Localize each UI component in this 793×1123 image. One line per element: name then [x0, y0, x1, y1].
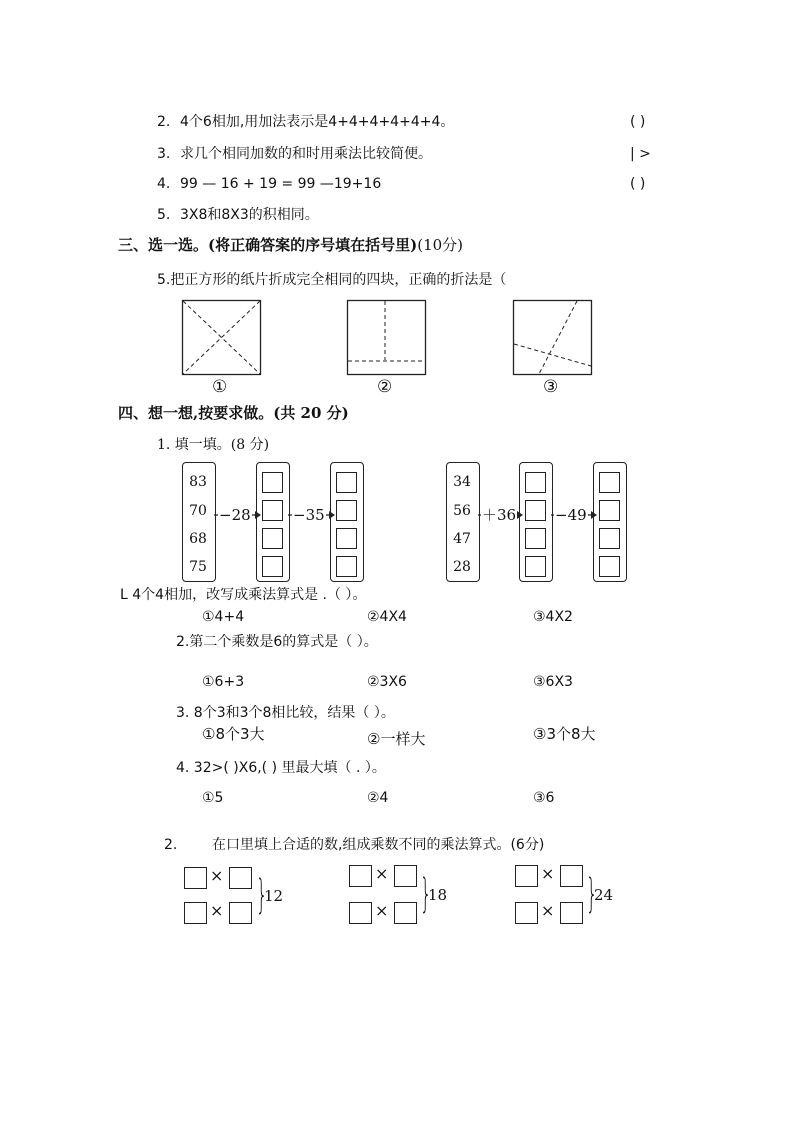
left-operation-1: −28 — [219, 506, 251, 524]
times-sign: × — [375, 901, 389, 920]
answer-box[interactable] — [525, 500, 546, 521]
answer-box[interactable] — [525, 528, 546, 549]
section3-question-5: 5.把正方形的纸片折成完全相同的四块，正确的折法是（ — [157, 272, 507, 288]
judge-item-4-text: 99 — 16 + 19 = 99 —19+16 — [180, 176, 382, 192]
judge-item-5-text: 3X8和8X3的积相同。 — [180, 207, 319, 223]
fold-figure-2 — [347, 300, 427, 376]
judge-item-3-text: 求几个相同加数的和时用乘法比较简便。 — [180, 146, 432, 162]
right-input-number: 28 — [453, 559, 471, 575]
answer-box[interactable] — [525, 472, 546, 493]
fold-figure-3-square — [514, 301, 592, 375]
right-input-number: 34 — [453, 474, 471, 490]
times-sign: × — [541, 864, 555, 883]
left-input-number: 68 — [189, 531, 207, 547]
brace-symbol: } — [420, 871, 432, 917]
fold-option-1-label: ① — [212, 377, 228, 397]
judge-item-2-number: 2. — [157, 114, 171, 130]
choice-question-3: 3. 8个3和3个8相比较，结果（ ）。 — [176, 705, 395, 721]
factor-box[interactable] — [515, 865, 538, 887]
fold-figure-3 — [513, 300, 593, 376]
factor-box[interactable] — [560, 902, 583, 924]
choice-option[interactable]: ①8个3大 — [202, 725, 265, 743]
multiply-question-title: 在口里填上合适的数,组成乘数不同的乘法算式。(6分) — [212, 837, 545, 853]
right-operation-1: ＋36 — [482, 506, 517, 524]
choice-option[interactable]: ②3X6 — [367, 674, 407, 690]
answer-box[interactable] — [336, 528, 357, 549]
choice-option[interactable]: ①4+4 — [202, 609, 245, 625]
answer-box[interactable] — [336, 556, 357, 577]
choice-option[interactable]: ③6 — [533, 790, 555, 806]
right-input-number: 56 — [453, 503, 471, 519]
judge-item-2-answer-bracket[interactable]: ( ) — [630, 114, 646, 130]
answer-box[interactable] — [336, 472, 357, 493]
factor-box[interactable] — [394, 902, 417, 924]
fold-figure-2-square — [348, 301, 426, 375]
factor-box[interactable] — [515, 902, 538, 924]
fold-figure-1 — [182, 300, 262, 376]
factor-box[interactable] — [184, 867, 207, 889]
answer-box[interactable] — [336, 500, 357, 521]
product-value: 12 — [264, 887, 284, 905]
left-input-number: 70 — [189, 503, 207, 519]
factor-box[interactable] — [394, 865, 417, 887]
times-sign: × — [210, 866, 224, 885]
answer-box[interactable] — [599, 500, 620, 521]
brace-symbol: } — [256, 872, 268, 918]
choice-option[interactable]: ①5 — [202, 790, 224, 806]
judge-item-4-number: 4. — [157, 176, 171, 192]
factor-box[interactable] — [349, 902, 372, 924]
fold-line-oblique-2 — [539, 301, 577, 374]
answer-box[interactable] — [599, 556, 620, 577]
judge-item-3-number: 3. — [157, 146, 171, 162]
multiply-question-number: 2. — [164, 837, 178, 853]
section3-title-text: 三、选一选。 — [118, 236, 209, 254]
choice-question-2: 2.第二个乘数是6的算式是（ ）。 — [176, 634, 378, 650]
factor-box[interactable] — [229, 902, 252, 924]
judge-item-3-answer-bracket[interactable]: | > — [630, 146, 651, 162]
right-input-number: 47 — [453, 531, 471, 547]
left-input-number: 75 — [189, 559, 207, 575]
answer-box[interactable] — [262, 500, 283, 521]
section4-title: 四、想一想,按要求做。(共 20 分) — [118, 404, 349, 422]
choice-option[interactable]: ③4X2 — [533, 609, 573, 625]
factor-box[interactable] — [229, 867, 252, 889]
judge-item-5-number: 5. — [157, 207, 171, 223]
fold-option-3-label: ③ — [543, 377, 559, 397]
times-sign: × — [541, 901, 555, 920]
times-sign: × — [210, 901, 224, 920]
answer-box[interactable] — [599, 472, 620, 493]
brace-symbol: } — [586, 871, 598, 917]
answer-box[interactable] — [262, 472, 283, 493]
choice-question-4: 4. 32>( )X6,( ) 里最大填（ . ）。 — [176, 760, 386, 776]
section3-instruction: (将正确答案的序号填在括号里) — [208, 236, 418, 254]
product-value: 18 — [428, 886, 448, 904]
product-value: 24 — [594, 886, 614, 904]
factor-box[interactable] — [349, 865, 372, 887]
answer-box[interactable] — [525, 556, 546, 577]
answer-box[interactable] — [262, 556, 283, 577]
answer-box[interactable] — [599, 528, 620, 549]
left-operation-2: −35 — [293, 506, 325, 524]
choice-option[interactable]: ③3个8大 — [533, 725, 596, 743]
times-sign: × — [375, 864, 389, 883]
left-input-number: 83 — [189, 474, 207, 490]
judge-item-4-answer-bracket[interactable]: ( ) — [630, 176, 646, 192]
choice-option[interactable]: ②4 — [367, 790, 389, 806]
choice-option[interactable]: ②4X4 — [367, 609, 407, 625]
factor-box[interactable] — [184, 902, 207, 924]
answer-box[interactable] — [262, 528, 283, 549]
factor-box[interactable] — [560, 865, 583, 887]
right-operation-2: −49 — [555, 506, 587, 524]
section3-title — [118, 236, 463, 254]
fold-option-2-label: ② — [377, 377, 393, 397]
choice-option[interactable]: ③6X3 — [533, 674, 573, 690]
choice-question-1: L 4个4相加，改写成乘法算式是 .（ ）。 — [120, 587, 367, 603]
judge-item-2-text: 4个6相加,用加法表示是4+4+4+4+4+4。 — [180, 114, 455, 130]
section3-score: (10分) — [417, 236, 464, 254]
choice-option[interactable]: ②一样大 — [367, 730, 426, 748]
choice-option[interactable]: ①6+3 — [202, 674, 245, 690]
fill-title: 1. 填一填。(8 分) — [157, 437, 270, 453]
